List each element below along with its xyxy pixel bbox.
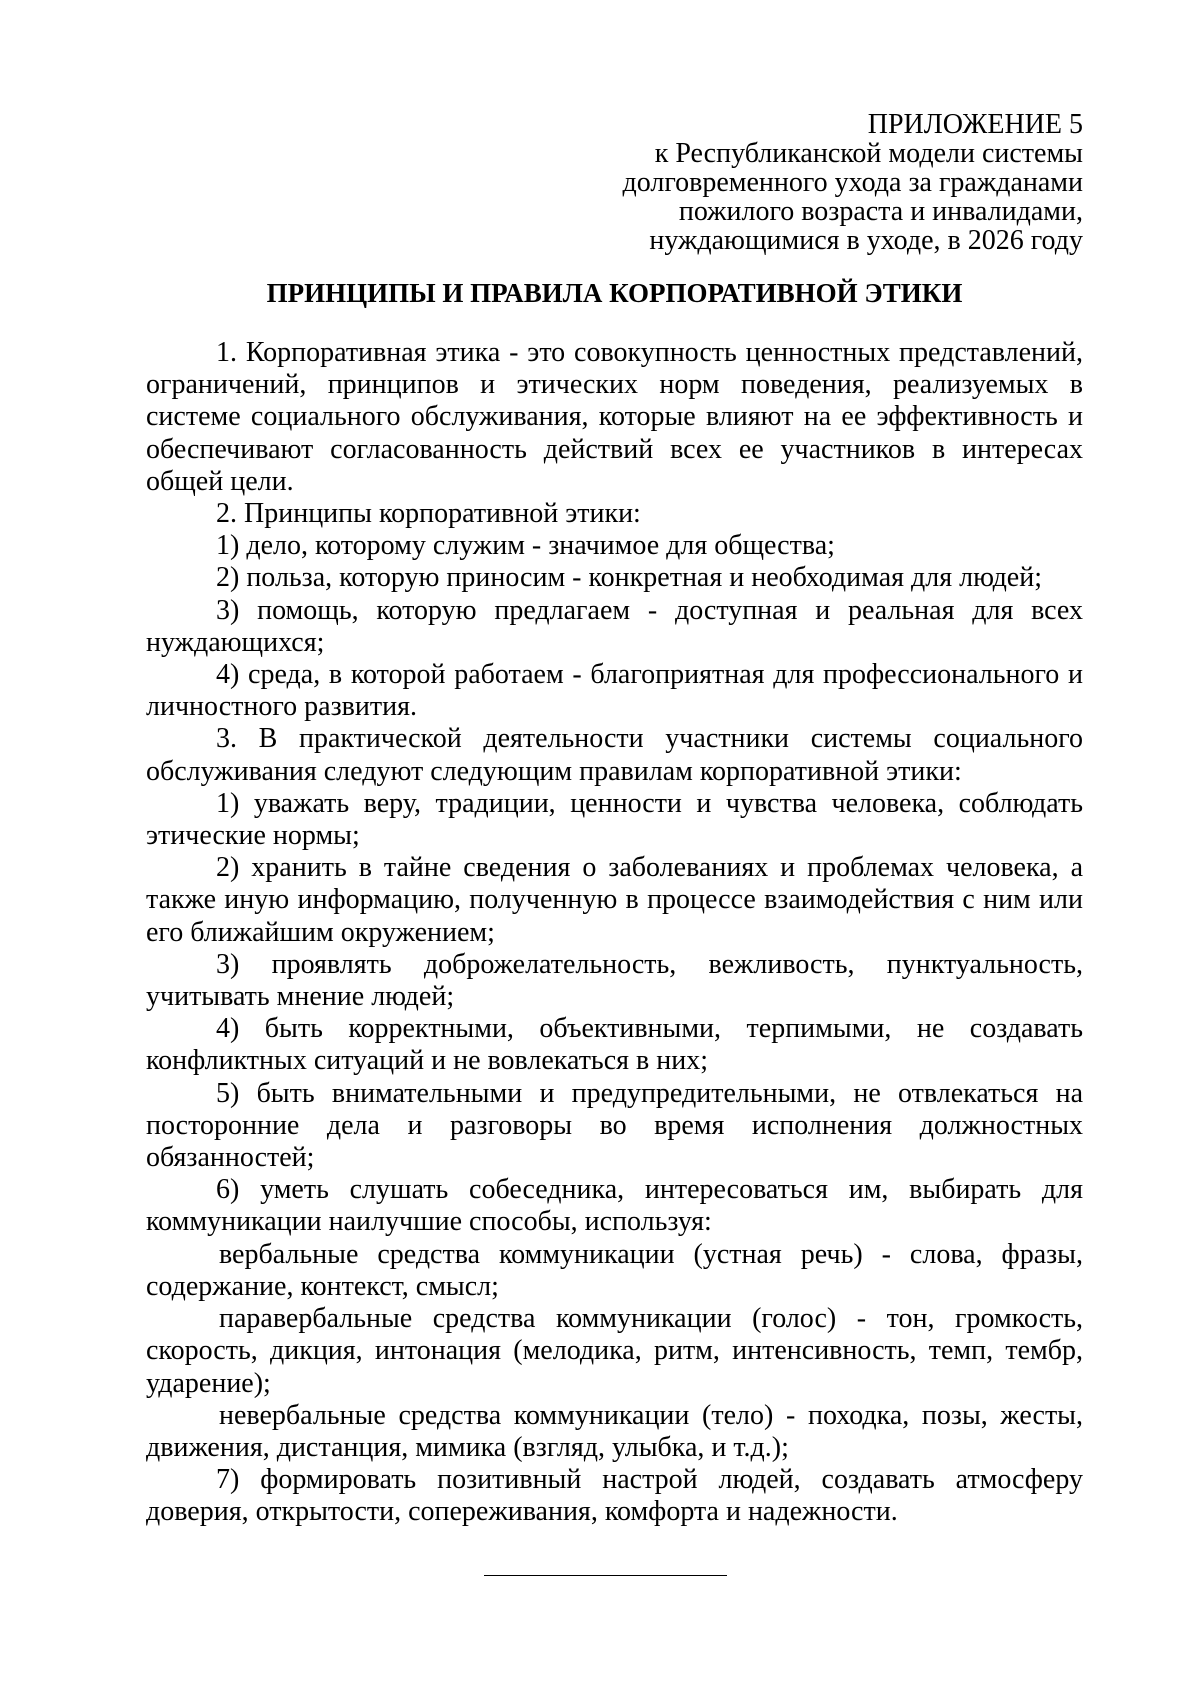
appendix-header [483,110,1083,255]
appendix-line: к Республиканской модели системы [654,138,1083,169]
document-title: ПРИНЦИПЫ И ПРАВИЛА КОРПОРАТИВНОЙ ЭТИКИ [266,278,963,308]
rule-item: 5) быть внимательными и предупредительными, не отвлекаться на посторонние дела и разговоры во время исполнения должностных обязанностей; [146,1077,1083,1174]
communication-means-item: паравербальные средства коммуникации (голос) - тон, громкость, скорость, дикция, интонация (мелодика, ритм, интенсивность, темп, тембр, ударение); [146,1303,1083,1399]
principle-item: 1) дело, которому служим - значимое для общества; [216,530,835,562]
principle-item: 2) польза, которую приносим - конкретная и необходимая для людей; [216,562,1042,594]
rule-item: 1) уважать веру, традиции, ценности и чувства человека, соблюдать этические нормы; [146,787,1083,852]
appendix-line: долговременного ухода за гражданами [622,167,1083,198]
rule-item: 3) проявлять доброжелательность, вежливость, пунктуальность, учитывать мнение людей; [146,948,1083,1013]
paragraph-definition: 1. Корпоративная этика - это совокупность ценностных представлений, ограничений, принципов и этических норм поведения, реализуемых в системе социального обслуживания, которые влияют на ее эффективность и обеспечивают согласованность действий всех ее участников в интересах общей цели. [146,337,1083,497]
principle-item: 3) помощь, которую предлагаем - доступная и реальная для всех нуждающихся; [146,594,1083,658]
rule-item: 7) формировать позитивный настрой людей, создавать атмосферу доверия, открытости, сопереживания, комфорта и надежности. [146,1464,1083,1528]
communication-means-item: вербальные средства коммуникации (устная речь) - слова, фразы, содержание, контекст, смысл; [146,1238,1083,1302]
principle-item: 4) среда, в которой работаем - благоприятная для профессионального и личностного развития. [146,659,1083,723]
document-body [146,337,1083,1529]
appendix-line: нуждающимися в уходе, в 2026 году [649,225,1083,256]
paragraph-rules-heading: 3. В практической деятельности участники системы социального обслуживания следуют следующим правилам корпоративной этики: [146,723,1083,787]
rule-item: 4) быть корректными, объективными, терпимыми, не создавать конфликтных ситуаций и не вовлекаться в них; [146,1013,1083,1077]
end-separator-line [484,1575,727,1576]
communication-means-item: невербальные средства коммуникации (тело) - походка, позы, жесты, движения, дистанция, мимика (взгляд, улыбка, и т.д.); [146,1399,1083,1463]
rule-item: 6) уметь слушать собеседника, интересоваться им, выбирать для коммуникации наилучшие способы, используя: [146,1174,1083,1238]
paragraph-principles-heading: 2. Принципы корпоративной этики: [216,498,641,530]
appendix-number: ПРИЛОЖЕНИЕ 5 [867,109,1083,140]
appendix-line: пожилого возраста и инвалидами, [678,196,1083,227]
rule-item: 2) хранить в тайне сведения о заболеваниях и проблемах человека, а также иную информацию, полученную в процессе взаимодействия с ним или его ближайшим окружением; [146,852,1083,948]
